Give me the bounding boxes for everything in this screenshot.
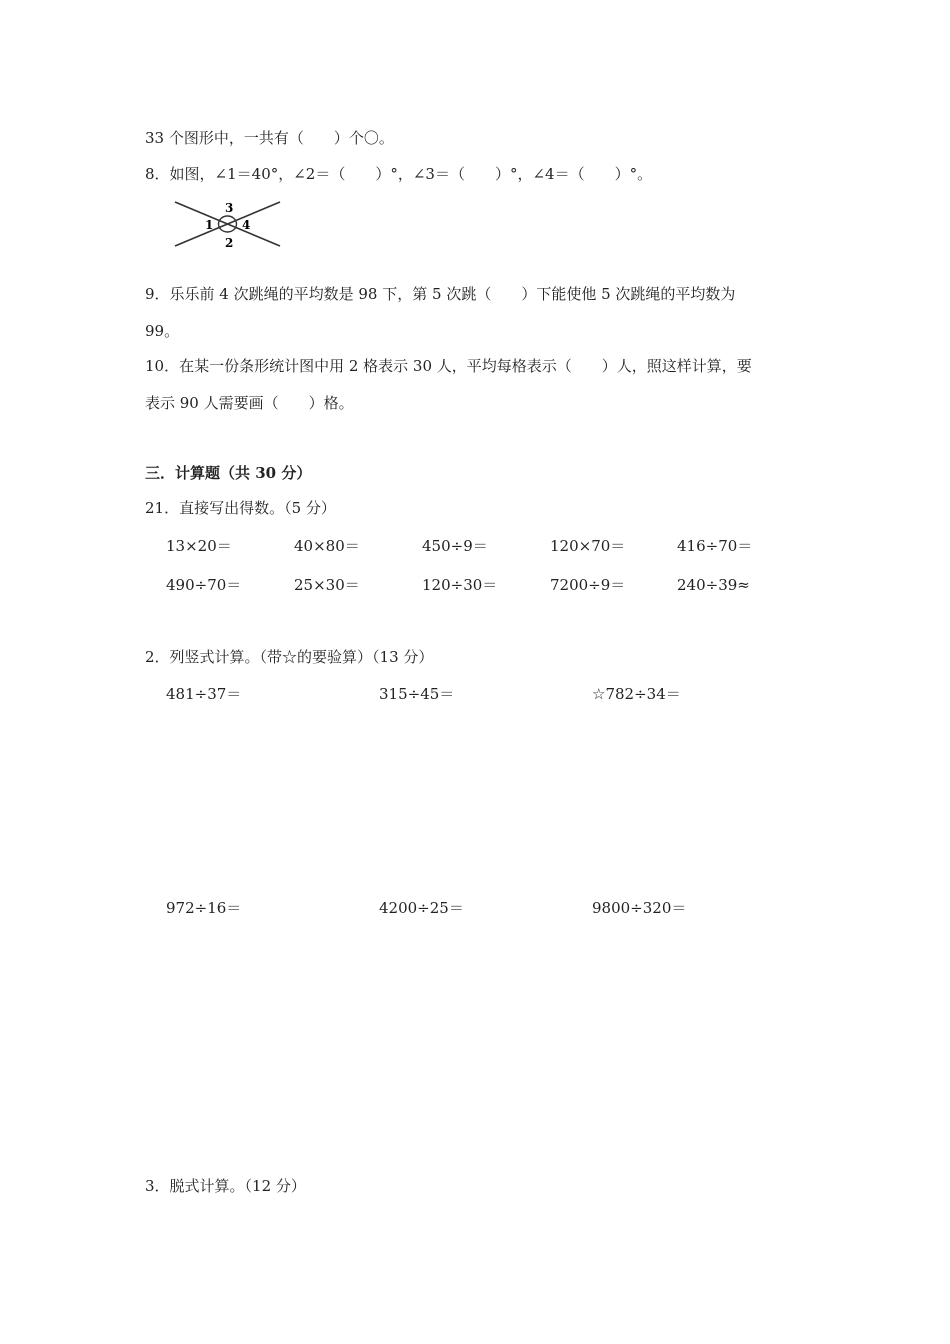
q9-line1: 9．乐乐前 4 次跳绳的平均数是 98 下，第 5 次跳（ ）下能使他 5 次跳绳的平均数为 [145, 285, 736, 303]
q21-label: 21．直接写出得数。（5 分） [145, 499, 336, 517]
q9-line2: 99。 [145, 322, 180, 340]
q21-item: 450÷9＝ [422, 537, 488, 555]
angle-label-3: 3 [225, 201, 234, 215]
q21-item: 416÷70＝ [677, 537, 753, 555]
q2-item: ☆782÷34＝ [592, 685, 681, 703]
q3-label: 3．脱式计算。（12 分） [145, 1177, 306, 1195]
q2-item: 9800÷320＝ [592, 899, 687, 917]
q2-item: 4200÷25＝ [379, 899, 464, 917]
q2-item: 481÷37＝ [166, 685, 242, 703]
q2-label: 2．列竖式计算。（带☆的要验算）（13 分） [145, 648, 434, 666]
q10-line1: 10．在某一份条形统计图中用 2 格表示 30 人，平均每格表示（ ）人，照这样计算，要 [145, 357, 752, 375]
q7-tail-text: 33 个图形中，一共有（ ）个〇。 [145, 129, 394, 147]
q2-item: 972÷16＝ [166, 899, 242, 917]
q2-item: 315÷45＝ [379, 685, 455, 703]
angle-label-1: 1 [205, 218, 214, 232]
q21-item: 13×20＝ [166, 537, 232, 555]
q21-item: 490÷70＝ [166, 576, 242, 594]
q21-item: 240÷39≈ [677, 576, 750, 594]
q21-item: 25×30＝ [294, 576, 360, 594]
angle-label-2: 2 [225, 236, 234, 250]
angle-label-4: 4 [242, 218, 251, 232]
section3-title: 三．计算题（共 30 分） [145, 464, 312, 482]
q21-item: 7200÷9＝ [550, 576, 626, 594]
q21-item: 40×80＝ [294, 537, 360, 555]
angle-figure [172, 199, 284, 251]
q8-text: 8．如图，∠1＝40°，∠2＝（ ）°，∠3＝（ ）°，∠4＝（ ）°。 [145, 165, 653, 183]
q21-item: 120÷30＝ [422, 576, 498, 594]
q21-item: 120×70＝ [550, 537, 626, 555]
q10-line2: 表示 90 人需要画（ ）格。 [145, 394, 354, 412]
